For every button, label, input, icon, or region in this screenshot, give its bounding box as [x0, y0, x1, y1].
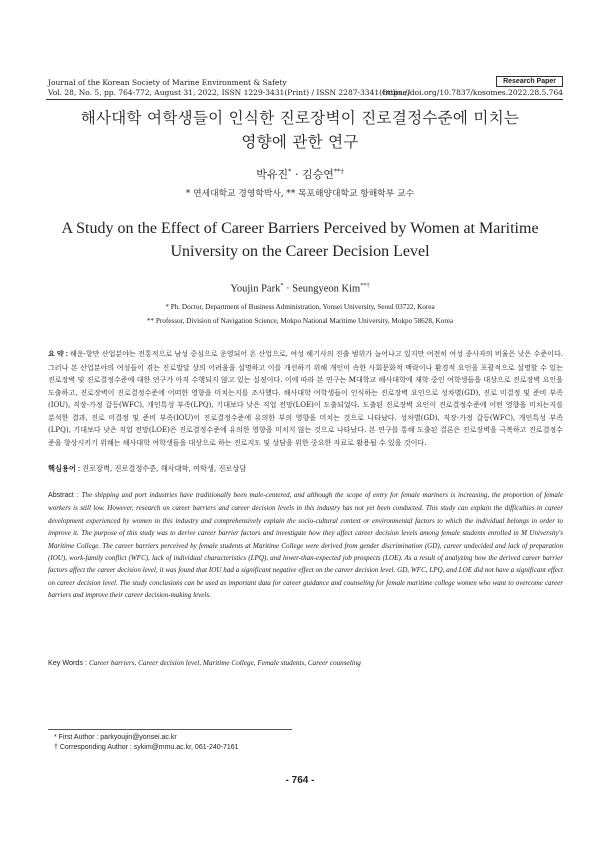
english-authors	[0, 282, 600, 295]
english-keywords-text: Career barriers, Career decision level, Maritime College, Female students, Career counseling	[89, 659, 361, 667]
korean-keywords-text: 진로장벽, 진로결정수준, 해사대학, 여학생, 진로상담	[82, 464, 247, 473]
korean-authors	[0, 166, 600, 182]
english-author2: Seungyeon Kim	[292, 283, 361, 295]
korean-author1: 박유진	[256, 168, 289, 181]
english-abstract	[48, 489, 563, 602]
korean-author-separator: ·	[291, 168, 302, 181]
english-affiliation-2: ** Professor, Division of Navigation Science, Mokpo National Maritime University, Mokpo 58628, Korea	[146, 317, 454, 325]
research-paper-badge: Research Paper	[496, 76, 563, 87]
korean-title	[40, 106, 560, 154]
english-title	[30, 217, 570, 263]
english-author-separator: ·	[283, 283, 293, 295]
korean-title-line1: 해사대학 여학생들이 인식한 진로장벽이 진로결정수준에 미치는	[80, 109, 520, 127]
korean-title-line2: 영향에 관한 연구	[241, 133, 359, 151]
doi-link[interactable]: https://doi.org/10.7837/kosomes.2022.28.5.764	[382, 88, 563, 97]
korean-affiliation: * 연세대학교 경영학박사, ** 목포해양대학교 항해학부 교수	[185, 189, 415, 199]
header-divider	[46, 99, 563, 100]
korean-author2: 김승연	[301, 168, 334, 181]
footnote-corresponding-author: † Corresponding Author : sykim@mmu.ac.kr, 061-240-7161	[54, 744, 239, 751]
page-number: - 764 -	[285, 775, 315, 786]
english-affiliation-1: * Ph. Doctor, Department of Business Administration, Yonsei University, Seoul 03722, Korea	[165, 303, 435, 311]
korean-abstract	[48, 348, 563, 449]
journal-name: Journal of the Korean Society of Marine Environment & Safety	[48, 78, 287, 87]
english-keywords	[48, 658, 361, 667]
volume-info: Vol. 28, No. 5, pp. 764-772, August 31, 2022, ISSN 1229-3431(Print) / ISSN 2287-3341(Online)	[48, 88, 411, 97]
footnote-first-author: * First Author : parkyoujin@yonsei.ac.kr	[54, 734, 177, 741]
korean-keywords-label: 핵심용어 :	[48, 464, 83, 473]
english-title-line1: A Study on the Effect of Career Barriers Perceived by Women at Maritime	[61, 220, 539, 237]
english-abstract-text: The shipping and port industries have traditionally been male-centered, and although the scope of entry for female mariners is increasing, the proportion of female workers is still low. However, research on career barriers and career decision levels in this industry has not yet been conducted. This study can explain the difficulties in career development experienced by women in this industry and comprehensively explain the socio-cultural context or environmental factors to which the individual belongs in order to improve it. The purpose of this study was to derive career barrier factors and investigate how they affect career decision levels among female students enrolled in M University's Maritime College. The career barriers perceived by female students at Maritime College were derived from gender discrimination (GD), career undecided and lack of preparation (IOU), work-family conflict (WFC), lack of individual characteristics (LPQ), and lower-than-expected job prospects (LOE). As a result of analyzing how the derived career barrier factors affect the career decision level, it was found that IOU had a significant negative effect on the career decision level. GD, WFC, LPQ, and LOE did not have a significant effect on career decision level. The study conclusions can be used as important data for career guidance and counseling for female maritime college women who want to overcome career barriers and improve their career decision-making levels.	[48, 491, 563, 600]
korean-author1-mark: *	[288, 167, 292, 176]
english-author2-mark: **†	[360, 282, 370, 289]
korean-keywords	[48, 464, 246, 474]
korean-author2-mark: **†	[333, 167, 344, 176]
english-author1-mark: *	[280, 282, 284, 289]
korean-abstract-label: 요 약 :	[48, 351, 71, 358]
english-abstract-label: Abstract :	[48, 492, 82, 499]
english-author1: Youjin Park	[230, 283, 281, 295]
korean-abstract-text: 해운·항만 산업분야는 전통적으로 남성 중심으로 운영되어 온 산업으로, 여성 해기사의 진출 범위가 늘어나고 있지만 여전히 여성 종사자의 비율은 낮은 수준이다. 그러나 본 산업분야의 여성들이 겪는 진로발달 상의 어려움을 설명하고 이를 개선하기 위해 개인이 속한 사회문화적 맥락이나 환경적 요인을 포괄적으로 설명할 수 있는 진로장벽 및 진로결정수준에 대한 연구가 아직 수행되지 않고 있는 실정이다. 이에 따라 본 연구는 M대학교 해사대학에 재학 중인 여학생들을 대상으로 진로장벽 요인을 도출하고, 진로장벽이 진로결정수준에 어떠한 영향을 미치는지를 조사했다. 해사대학 여학생들이 인식하는 진로장벽 요인으로 성차별(GD), 진로 미결정 및 준비 부족(IOU), 직장-가정 갈등(WFC), 개인특성 부족(LPQ), 기대보다 낮은 직업 전망(LOE)이 도출되었다. 도출된 진로장벽 요인이 진로결정수준에 어떤 영향을 미치는지를 분석한 결과, 진로 미결정 및 준비 부족(IOU)이 진로결정수준에 유의한 부의 영향을 미치는 것으로 나타났다. 성차별(GD), 직장-가정 갈등(WFC), 개인특성 부족(LPQ), 기대보다 낮은 직업 전망(LOE)은 진로결정수준에 유의한 영향을 미치지 않는 것으로 나타났다. 본 연구를 통해 도출된 결론은 진로장벽을 극복하고 진로결정수준을 향상시키기 위해는 해사대학 여학생들을 대상으로 하는 진로지도 및 상담을 위한 중요한 자료로 활용될 수 있을 것이다.	[48, 349, 563, 447]
english-title-line2: University on the Career Decision Level	[170, 243, 430, 260]
english-keywords-label: Key Words :	[48, 658, 90, 667]
footnote-divider	[48, 729, 292, 730]
